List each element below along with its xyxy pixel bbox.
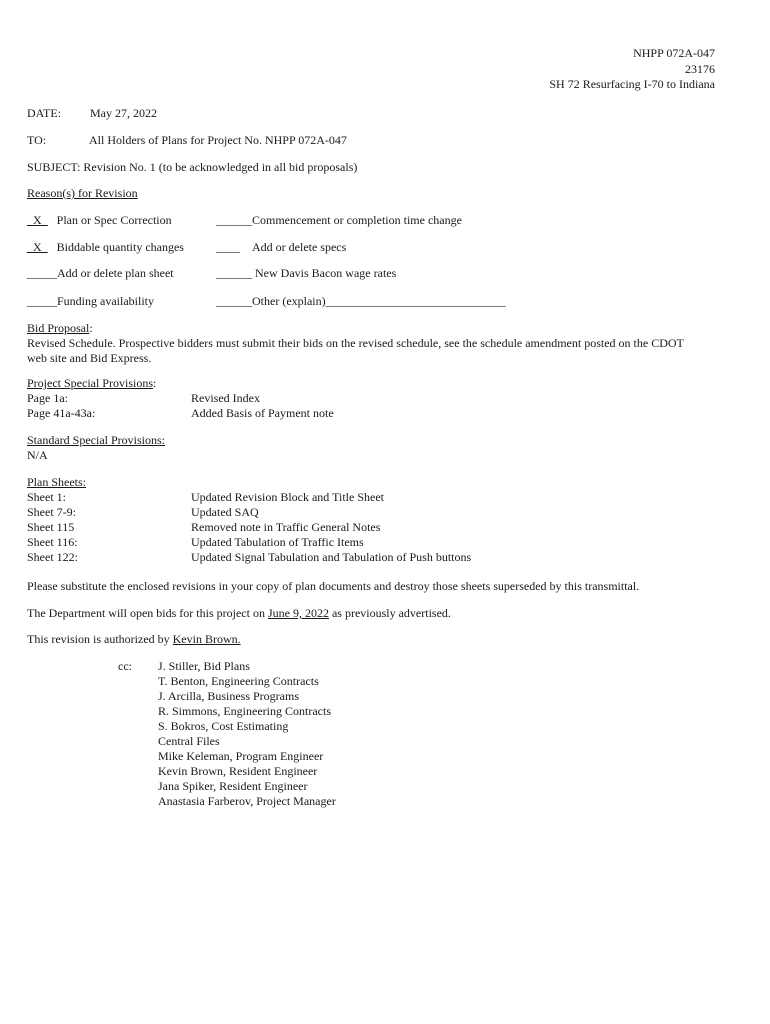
plan-sheets (27, 475, 472, 565)
blank-mark: ____ (216, 240, 240, 254)
reason-other-explain (216, 294, 506, 309)
header-project-desc: SH 72 Resurfacing I-70 to Indiana (549, 77, 715, 91)
checkmark: _X_ (27, 213, 48, 227)
blank-mark: ______ (216, 266, 252, 280)
bid-opening-pre: The Department will open bids for this project on (27, 606, 268, 620)
cc-recipient: Jana Spiker, Resident Engineer (158, 779, 308, 793)
cc-recipient: Central Files (158, 734, 220, 748)
psp-desc: Added Basis of Payment note (191, 406, 334, 420)
bid-opening-note (27, 606, 451, 621)
checkmark: _X_ (27, 240, 48, 254)
bid-proposal-heading: Bid Proposal (27, 321, 90, 335)
cc-list (158, 659, 336, 809)
blank-mark: _____ (27, 294, 57, 308)
sheet-ref: Sheet 1: (27, 490, 66, 504)
to-label: TO: (27, 133, 47, 147)
plan-sheet-row (27, 535, 364, 550)
cc-recipient: S. Bokros, Cost Estimating (158, 719, 289, 733)
header-sub-account: 23176 (685, 62, 715, 76)
reason-label: Other (explain) (252, 294, 326, 308)
reason-biddable-quantity (27, 240, 184, 255)
reason-label: Biddable quantity changes (56, 240, 184, 254)
header-project-no: NHPP 072A-047 (633, 46, 715, 60)
plan-sheets-heading: Plan Sheets: (27, 475, 86, 489)
reasons-heading: Reason(s) for Revision (27, 186, 138, 200)
cc-label: cc: (118, 659, 132, 673)
reason-label: Funding availability (57, 294, 154, 308)
authorization-note (27, 632, 241, 647)
sheet-desc: Updated Revision Block and Title Sheet (191, 490, 384, 504)
explain-blank: ______________________________ (325, 294, 506, 308)
psp-ref: Page 1a: (27, 391, 68, 405)
to-value: All Holders of Plans for Project No. NHPP 072A-047 (89, 133, 347, 147)
date-label: DATE: (27, 106, 61, 120)
blank-mark: _____ (27, 266, 57, 280)
reason-label: Plan or Spec Correction (56, 213, 172, 227)
bid-opening-date: June 9, 2022 (267, 606, 329, 620)
psp-row (27, 406, 334, 421)
plan-sheet-row (27, 550, 472, 565)
cc-recipient: Anastasia Farberov, Project Manager (158, 794, 336, 808)
reason-davis-bacon (216, 266, 396, 281)
bid-proposal-section: Bid Proposal: Revised Schedule. Prospective bidders must submit their bids on the revised schedule, see the schedule amendment posted on the CDOT web site and Bid Express. (27, 321, 707, 366)
project-special-provisions: Project Special Provisions: Page 1a: Revised Index Page 41a-43a: Added Basis of Payment note (27, 376, 334, 420)
sheet-ref: Sheet 122: (27, 550, 78, 564)
sheet-desc: Removed note in Traffic General Notes (191, 520, 381, 534)
bid-proposal-text: Revised Schedule. Prospective bidders must submit their bids on the revised schedule, see the schedule amendment posted on the CDOT web site and Bid Express. (27, 336, 684, 365)
sheet-desc: Updated SAQ (191, 505, 259, 519)
date-value: May 27, 2022 (90, 106, 157, 120)
sheet-ref: Sheet 116: (27, 535, 78, 549)
cc-recipient: R. Simmons, Engineering Contracts (158, 704, 331, 718)
subject-line: SUBJECT: Revision No. 1 (to be acknowledged in all bid proposals) (27, 160, 358, 174)
ssp-value: N/A (27, 448, 48, 462)
cc-recipient: J. Stiller, Bid Plans (158, 659, 250, 673)
plan-sheet-row (27, 520, 381, 535)
sheet-desc: Updated Signal Tabulation and Tabulation of Push buttons (191, 550, 472, 564)
reason-label: New Davis Bacon wage rates (255, 266, 397, 280)
reason-add-delete-specs (216, 240, 346, 255)
reason-add-delete-plan-sheet (27, 266, 174, 281)
authorized-pre: This revision is authorized by (27, 632, 173, 646)
cc-recipient: Kevin Brown, Resident Engineer (158, 764, 318, 778)
psp-ref: Page 41a-43a: (27, 406, 96, 420)
plan-sheet-row (27, 490, 384, 505)
substitute-note: Please substitute the enclosed revisions in your copy of plan documents and destroy those sheets superseded by this transmittal. (27, 579, 640, 593)
sheet-desc: Updated Tabulation of Traffic Items (191, 535, 364, 549)
standard-special-provisions (27, 433, 165, 463)
sheet-ref: Sheet 115 (27, 520, 75, 534)
bid-opening-post: as previously advertised. (328, 606, 451, 620)
psp-desc: Revised Index (191, 391, 260, 405)
cc-recipient: Mike Keleman, Program Engineer (158, 749, 324, 763)
psp-row (27, 391, 260, 406)
blank-mark: ______ (216, 213, 252, 227)
plan-sheet-row (27, 505, 259, 520)
cc-recipient: T. Benton, Engineering Contracts (158, 674, 319, 688)
reason-label: Commencement or completion time change (252, 213, 462, 227)
reason-label: Add or delete specs (252, 240, 347, 254)
sheet-ref: Sheet 7-9: (27, 505, 76, 519)
reason-funding-availability (27, 294, 154, 309)
reason-label: Add or delete plan sheet (57, 266, 174, 280)
authorized-by: Kevin Brown. (172, 632, 241, 646)
reason-commencement-time (216, 213, 462, 228)
ssp-heading: Standard Special Provisions: (27, 433, 165, 447)
cc-recipient: J. Arcilla, Business Programs (158, 689, 299, 703)
reason-plan-spec-correction (27, 213, 172, 228)
blank-mark: ______ (216, 294, 252, 308)
psp-heading: Project Special Provisions (27, 376, 153, 390)
